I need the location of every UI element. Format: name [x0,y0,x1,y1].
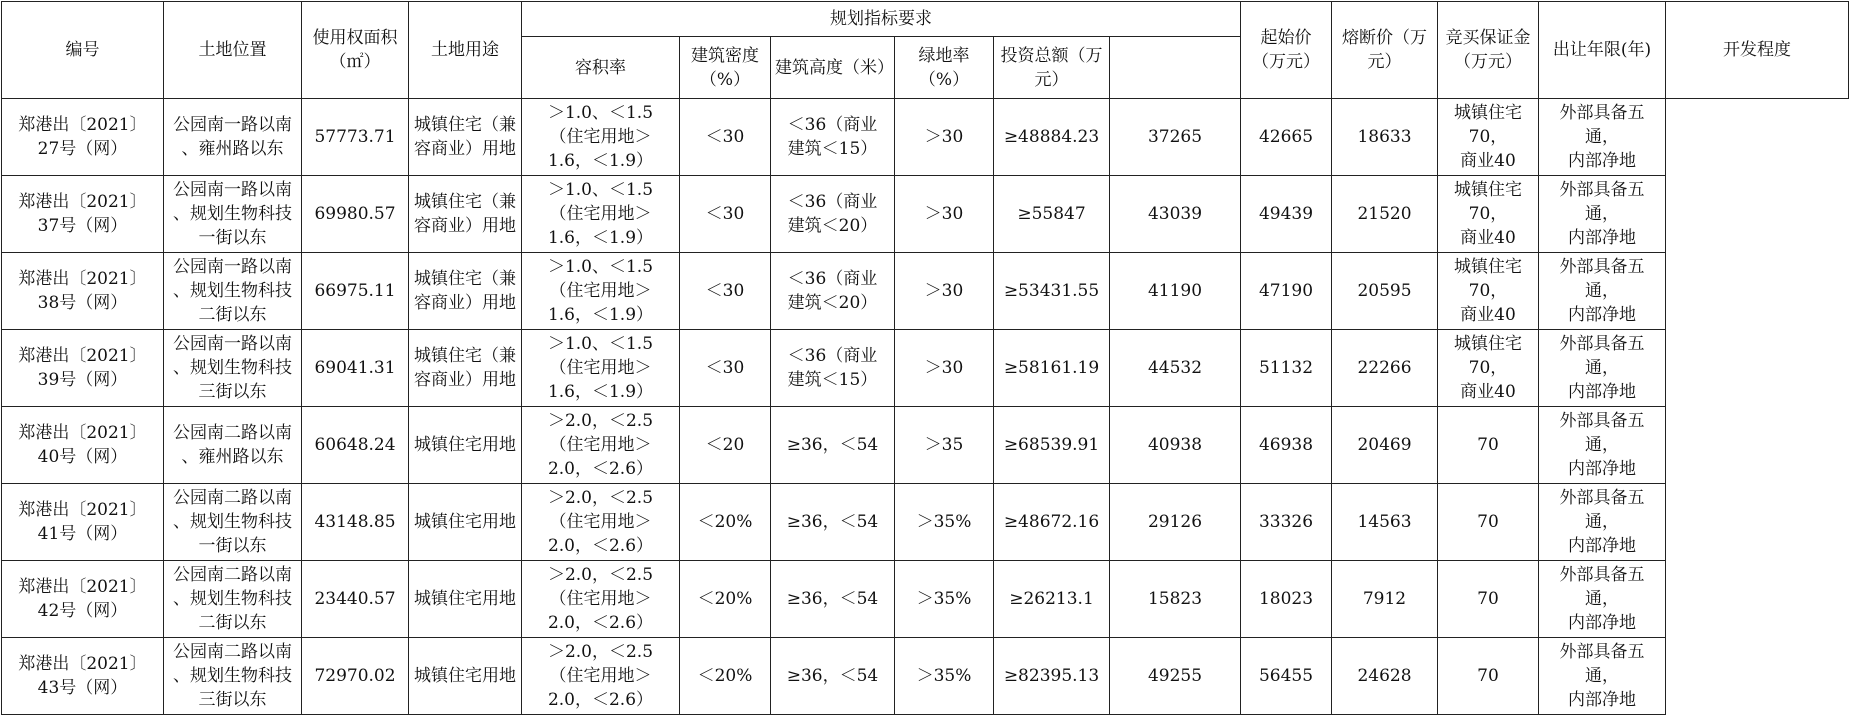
cell-start-price [1110,99,1241,176]
cell-text: ＞2.0，＜2.5 （住宅用地＞ 2.0，＜2.6） [547,642,654,710]
cell-far [522,253,680,330]
cell-text: ＜30 [705,127,745,147]
cell-use [409,176,522,253]
cell-start-price [1110,407,1241,484]
cell-term [1438,407,1539,484]
cell-invest [994,99,1110,176]
table-header [2,2,1849,99]
cell-text: ≥36，＜54 [786,589,879,609]
cell-use [409,407,522,484]
cell-height [771,407,895,484]
cell-text: ≥68539.91 [1003,435,1100,455]
cell-id [2,407,164,484]
cell-invest [994,561,1110,638]
cell-invest [994,253,1110,330]
cell-area [302,407,409,484]
cell-text: ＜36（商业 建筑＜20） [787,192,878,236]
cell-text: 33326 [1258,512,1314,532]
cell-text: 43039 [1147,204,1203,224]
cell-break-price [1241,484,1332,561]
cell-deposit [1332,253,1438,330]
header-green: 绿地率（%） [895,37,994,99]
cell-location [164,407,302,484]
cell-text: 郑港出〔2021〕 43号（网） [18,654,147,698]
cell-text: ≥48672.16 [1003,512,1100,532]
header-height: 建筑高度（米） [771,37,895,99]
cell-id [2,253,164,330]
cell-start-price [1110,253,1241,330]
cell-text: ＞35% [916,512,972,532]
cell-text: ≥53431.55 [1003,281,1100,301]
cell-location [164,638,302,715]
table-row [2,330,1849,407]
cell-text: 49439 [1258,204,1314,224]
cell-green [895,561,994,638]
cell-break-price [1241,330,1332,407]
cell-text: 公园南二路以南 、雍州路以东 [173,423,292,467]
cell-height [771,330,895,407]
table-row [2,638,1849,715]
cell-text: 60648.24 [314,435,396,455]
cell-text: ＞1.0、＜1.5 （住宅用地＞ 1.6，＜1.9） [547,257,654,325]
cell-text: ＜20 [705,435,745,455]
cell-text: 外部具备五通， 内部净地 [1559,334,1645,402]
cell-text: 21520 [1357,204,1412,224]
cell-text: 49255 [1147,666,1203,686]
cell-location [164,484,302,561]
cell-text: 外部具备五通， 内部净地 [1559,565,1645,633]
cell-text: 57773.71 [314,127,396,147]
cell-text: 23440.57 [314,589,396,609]
cell-text: 城镇住宅（兼 容商业）用地 [414,269,516,313]
cell-text: 外部具备五通， 内部净地 [1559,642,1645,710]
cell-density [680,253,771,330]
cell-text: ＞35 [924,435,964,455]
cell-text: 70 [1477,435,1499,455]
cell-text: 70 [1477,666,1499,686]
cell-text: ＞2.0，＜2.5 （住宅用地＞ 2.0，＜2.6） [547,488,654,556]
cell-text: 7912 [1362,589,1407,609]
cell-text: 18023 [1258,589,1314,609]
cell-far [522,638,680,715]
cell-density [680,99,771,176]
cell-text: ＞30 [924,358,964,378]
cell-location [164,330,302,407]
header-id: 编号 [2,2,164,99]
cell-text: ＜36（商业 建筑＜15） [787,115,878,159]
header-plan-group: 规划指标要求 [522,2,1241,37]
cell-text: 城镇住宅用地 [414,512,516,532]
cell-text: 外部具备五通， 内部净地 [1559,180,1645,248]
cell-invest [994,176,1110,253]
cell-text: 公园南一路以南 、雍州路以东 [173,115,292,159]
header-dev: 开发程度 [1666,2,1849,99]
cell-text: 14563 [1357,512,1412,532]
cell-deposit [1332,561,1438,638]
cell-area [302,638,409,715]
cell-text: 41190 [1147,281,1203,301]
cell-height [771,638,895,715]
cell-break-price [1241,99,1332,176]
cell-text: ＞35% [916,666,972,686]
table-row [2,99,1849,176]
cell-invest [994,484,1110,561]
cell-text: 城镇住宅70， 商业40 [1454,180,1522,248]
cell-text: ＜36（商业 建筑＜20） [787,269,878,313]
cell-density [680,330,771,407]
header-use: 土地用途 [409,2,522,99]
cell-green [895,253,994,330]
cell-text: ≥55847 [1017,204,1086,224]
cell-text: 69041.31 [314,358,396,378]
table-row [2,484,1849,561]
cell-text: 公园南一路以南 、规划生物科技 二街以东 [173,257,292,325]
cell-text: 70 [1477,512,1499,532]
cell-text: 公园南二路以南 、规划生物科技 二街以东 [173,565,292,633]
cell-term [1438,176,1539,253]
header-term: 出让年限(年) [1539,2,1666,99]
cell-text: 郑港出〔2021〕 39号（网） [18,346,147,390]
cell-invest [994,407,1110,484]
cell-text: ＜20% [697,589,753,609]
cell-text: 72970.02 [314,666,396,686]
header-break-price: 熔断价（万元） [1332,2,1438,99]
cell-dev [1539,99,1666,176]
cell-text: ＜20% [697,666,753,686]
cell-density [680,407,771,484]
cell-text: 18633 [1357,127,1412,147]
cell-text: 外部具备五通， 内部净地 [1559,411,1645,479]
cell-break-price [1241,561,1332,638]
cell-green [895,176,994,253]
cell-text: 城镇住宅用地 [414,589,516,609]
cell-text: 51132 [1258,358,1314,378]
cell-term [1438,330,1539,407]
cell-deposit [1332,638,1438,715]
cell-far [522,99,680,176]
cell-deposit [1332,330,1438,407]
cell-text: 20595 [1357,281,1412,301]
cell-height [771,176,895,253]
header-density: 建筑密度（%） [680,37,771,99]
cell-start-price [1110,330,1241,407]
cell-text: ≥36，＜54 [786,435,879,455]
cell-green [895,330,994,407]
land-parcel-table [1,1,1849,715]
cell-text: 城镇住宅70， 商业40 [1454,257,1522,325]
cell-dev [1539,484,1666,561]
cell-text: ＜36（商业 建筑＜15） [787,346,878,390]
cell-text: 42665 [1258,127,1314,147]
cell-green [895,638,994,715]
cell-text: ＜20% [697,512,753,532]
cell-text: 56455 [1258,666,1314,686]
cell-id [2,176,164,253]
cell-area [302,253,409,330]
cell-text: ＜30 [705,358,745,378]
cell-dev [1539,330,1666,407]
cell-deposit [1332,407,1438,484]
cell-use [409,561,522,638]
cell-deposit [1332,484,1438,561]
cell-far [522,330,680,407]
cell-text: ＞30 [924,204,964,224]
cell-id [2,638,164,715]
header-area: 使用权面积（㎡） [302,2,409,99]
cell-text: 40938 [1147,435,1203,455]
cell-area [302,99,409,176]
cell-location [164,176,302,253]
cell-density [680,176,771,253]
cell-term [1438,484,1539,561]
cell-text: ≥58161.19 [1003,358,1100,378]
cell-dev [1539,407,1666,484]
cell-invest [994,330,1110,407]
cell-density [680,484,771,561]
cell-text: 22266 [1357,358,1412,378]
cell-location [164,99,302,176]
cell-text: ＞2.0，＜2.5 （住宅用地＞ 2.0，＜2.6） [547,565,654,633]
cell-dev [1539,176,1666,253]
cell-break-price [1241,638,1332,715]
table-row [2,407,1849,484]
cell-area [302,484,409,561]
cell-term [1438,561,1539,638]
cell-text: 城镇住宅（兼 容商业）用地 [414,115,516,159]
cell-area [302,561,409,638]
cell-text: 郑港出〔2021〕 38号（网） [18,269,147,313]
cell-text: ＞30 [924,127,964,147]
cell-text: 城镇住宅（兼 容商业）用地 [414,346,516,390]
cell-text: 公园南二路以南 、规划生物科技 一街以东 [173,488,292,556]
cell-text: 43148.85 [314,512,396,532]
cell-text: ≥36，＜54 [786,666,879,686]
cell-text: ＞35% [916,589,972,609]
cell-text: 郑港出〔2021〕 42号（网） [18,577,147,621]
cell-dev [1539,638,1666,715]
cell-far [522,561,680,638]
cell-text: 城镇住宅70， 商业40 [1454,334,1522,402]
cell-text: 城镇住宅（兼 容商业）用地 [414,192,516,236]
cell-term [1438,638,1539,715]
cell-text: 24628 [1357,666,1412,686]
cell-text: ＞2.0，＜2.5 （住宅用地＞ 2.0，＜2.6） [547,411,654,479]
cell-text: ≥48884.23 [1003,127,1100,147]
header-invest: 投资总额（万元） [994,37,1110,99]
table-row [2,253,1849,330]
cell-use [409,99,522,176]
cell-text: ＞1.0、＜1.5 （住宅用地＞ 1.6，＜1.9） [547,334,654,402]
cell-green [895,407,994,484]
cell-text: ＞1.0、＜1.5 （住宅用地＞ 1.6，＜1.9） [547,180,654,248]
cell-term [1438,99,1539,176]
cell-dev [1539,253,1666,330]
cell-text: 20469 [1357,435,1412,455]
cell-text: 70 [1477,589,1499,609]
cell-height [771,561,895,638]
cell-far [522,176,680,253]
cell-text: 44532 [1147,358,1203,378]
cell-text: ≥36，＜54 [786,512,879,532]
cell-text: 69980.57 [314,204,396,224]
cell-break-price [1241,176,1332,253]
cell-text: 城镇住宅用地 [414,666,516,686]
cell-text: 郑港出〔2021〕 40号（网） [18,423,147,467]
cell-start-price [1110,638,1241,715]
cell-break-price [1241,407,1332,484]
cell-text: 郑港出〔2021〕 37号（网） [18,192,147,236]
cell-text: ≥26213.1 [1009,589,1094,609]
cell-text: 47190 [1258,281,1314,301]
table-body [2,99,1849,715]
cell-height [771,484,895,561]
cell-use [409,638,522,715]
cell-deposit [1332,99,1438,176]
cell-text: ＜30 [705,281,745,301]
cell-use [409,330,522,407]
cell-green [895,484,994,561]
cell-start-price [1110,484,1241,561]
cell-use [409,484,522,561]
header-deposit: 竞买保证金（万元） [1438,2,1539,99]
header-location: 土地位置 [164,2,302,99]
cell-text: 郑港出〔2021〕 27号（网） [18,115,147,159]
cell-text: ＜30 [705,204,745,224]
cell-start-price [1110,561,1241,638]
cell-density [680,561,771,638]
cell-text: 公园南二路以南 、规划生物科技 三街以东 [173,642,292,710]
cell-text: ≥82395.13 [1003,666,1100,686]
cell-area [302,330,409,407]
cell-text: 15823 [1147,589,1203,609]
header-start-price: 起始价（万元） [1241,2,1332,99]
cell-id [2,330,164,407]
header-far: 容积率 [522,37,680,99]
cell-id [2,484,164,561]
cell-text: 城镇住宅70， 商业40 [1454,103,1522,171]
table-row [2,561,1849,638]
cell-location [164,561,302,638]
cell-far [522,484,680,561]
cell-text: 46938 [1258,435,1314,455]
cell-text: 29126 [1147,512,1203,532]
cell-text: 66975.11 [314,281,396,301]
cell-density [680,638,771,715]
cell-height [771,253,895,330]
cell-id [2,561,164,638]
cell-text: 城镇住宅用地 [414,435,516,455]
cell-break-price [1241,253,1332,330]
table-row [2,176,1849,253]
cell-dev [1539,561,1666,638]
cell-text: 外部具备五通， 内部净地 [1559,103,1645,171]
cell-green [895,99,994,176]
cell-area [302,176,409,253]
cell-use [409,253,522,330]
cell-term [1438,253,1539,330]
cell-height [771,99,895,176]
cell-text: 公园南一路以南 、规划生物科技 一街以东 [173,180,292,248]
cell-location [164,253,302,330]
cell-id [2,99,164,176]
cell-text: 公园南一路以南 、规划生物科技 三街以东 [173,334,292,402]
cell-deposit [1332,176,1438,253]
cell-text: 37265 [1147,127,1203,147]
cell-invest [994,638,1110,715]
cell-text: 外部具备五通， 内部净地 [1559,488,1645,556]
cell-text: 郑港出〔2021〕 41号（网） [18,500,147,544]
cell-text: 外部具备五通， 内部净地 [1559,257,1645,325]
cell-far [522,407,680,484]
cell-text: ＞30 [924,281,964,301]
cell-start-price [1110,176,1241,253]
cell-text: ＞1.0、＜1.5 （住宅用地＞ 1.6，＜1.9） [547,103,654,171]
